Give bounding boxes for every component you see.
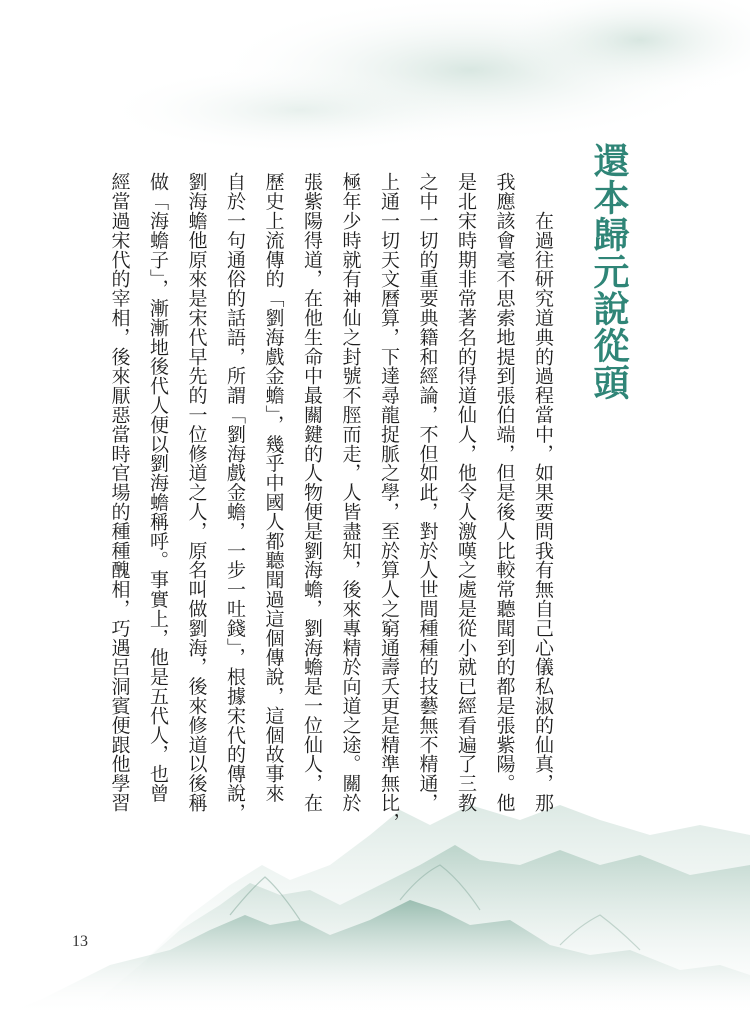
text-column-9: 自於一句通俗的話語，所謂「劉海戲金蟾，一步一吐錢」，根據宋代的傳說， [224,172,246,823]
text-column-4: 之中一切的重要典籍和經論，不但如此，對於人世間種種的技藝無不精通， [416,172,439,813]
body-text [100,172,562,832]
text-column-1: 在過往研究道典的過程當中，如果要問我有無自己心儀私淑的仙真，那 [532,172,554,813]
text-column-7: 張紫陽得道，在他生命中最關鍵的人物便是劉海蟾，劉海蟾是一位仙人，在 [301,172,323,813]
page-number: 13 [72,933,88,950]
text-column-2: 我應該會毫不思索地提到張伯端，但是後人比較常聽聞到的都是張紫陽。他 [493,172,516,813]
text-column-10: 劉海蟾他原來是宋代早先的一位修道之人，原名叫做劉海，後來修道以後稱 [185,172,208,813]
text-column-6: 極年少時就有神仙之封號不脛而走，人皆盡知，後來專精於向道之途。關於 [339,172,362,813]
text-column-5: 上通一切天文曆算，下達尋龍捉脈之學，至於算人之窮通壽夭更是精準無比， [378,172,400,832]
text-column-3: 是北宋時期非常著名的得道仙人，他令人激嘆之處是從小就已經看遍了三教 [455,172,477,813]
text-column-11: 做「海蟾子」，漸漸地後代人便以劉海蟾稱呼。事實上，他是五代人，也曾 [147,172,169,803]
chapter-title: 還本歸元說從頭 [588,142,629,401]
text-column-8: 歷史上流傳的「劉海戲金蟾」，幾乎中國人都聽聞過這個傳說，這個故事來 [262,172,285,803]
text-column-12: 經當過宋代的宰相，後來厭惡當時官場的種種醜相，巧遇呂洞賓便跟他學習 [108,172,131,813]
